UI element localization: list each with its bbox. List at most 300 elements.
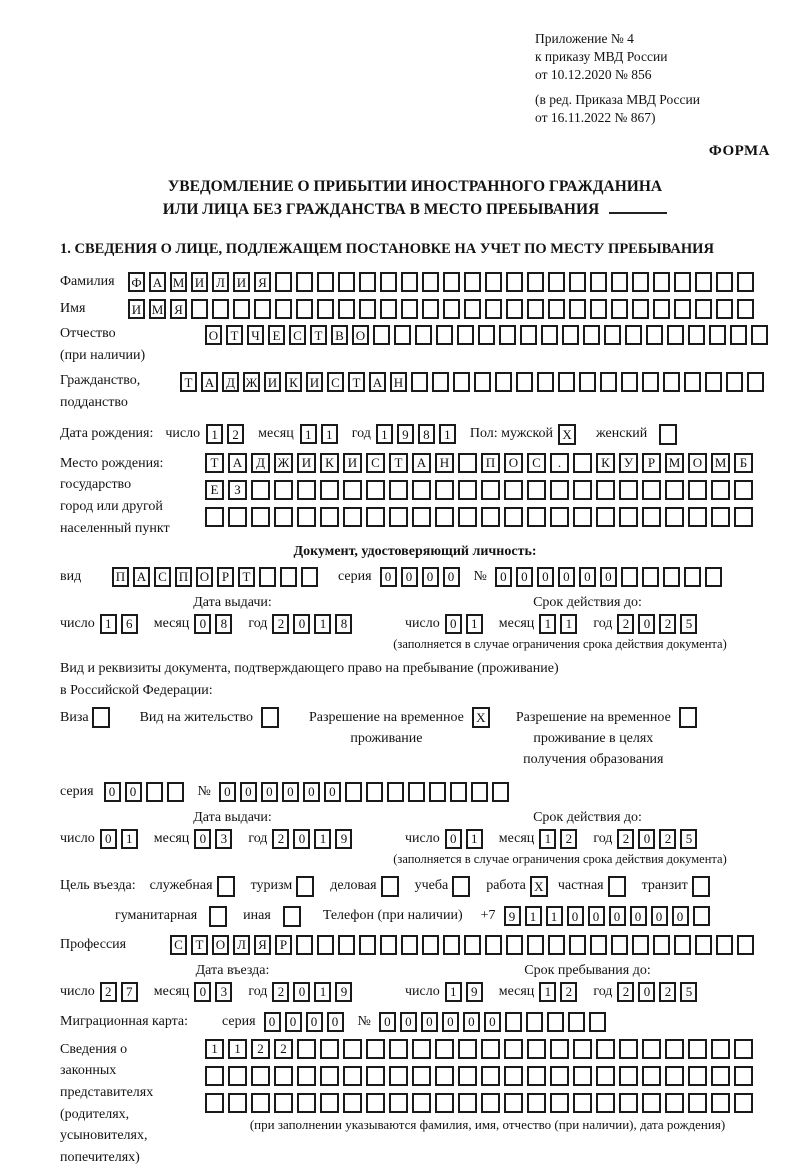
form-cell[interactable] xyxy=(734,1039,753,1059)
form-cell[interactable] xyxy=(573,1039,592,1059)
representatives-line3[interactable] xyxy=(205,1093,770,1113)
purpose-opt-private-checkbox[interactable] xyxy=(608,876,630,897)
form-cell[interactable]: 2 xyxy=(617,614,634,634)
form-cell[interactable]: 0 xyxy=(422,567,439,587)
form-cell[interactable] xyxy=(261,707,279,728)
form-cell[interactable]: А xyxy=(201,372,218,392)
form-cell[interactable]: 0 xyxy=(240,782,257,802)
form-cell[interactable] xyxy=(343,507,362,527)
form-cell[interactable]: 1 xyxy=(314,982,331,1002)
form-cell[interactable] xyxy=(726,372,743,392)
form-cell[interactable] xyxy=(485,935,502,955)
form-cell[interactable] xyxy=(481,1039,500,1059)
form-cell[interactable]: 3 xyxy=(215,982,232,1002)
form-cell[interactable]: Т xyxy=(180,372,197,392)
form-cell[interactable] xyxy=(734,1093,753,1113)
form-cell[interactable]: 0 xyxy=(194,829,211,849)
form-cell[interactable]: Е xyxy=(268,325,285,345)
form-cell[interactable]: О xyxy=(504,453,523,473)
form-cell[interactable]: 2 xyxy=(659,614,676,634)
form-cell[interactable]: Р xyxy=(275,935,292,955)
form-cell[interactable] xyxy=(366,1039,385,1059)
form-cell[interactable]: И xyxy=(264,372,281,392)
form-cell[interactable] xyxy=(228,507,247,527)
purpose-opt-work-checkbox[interactable] xyxy=(530,876,552,897)
form-cell[interactable] xyxy=(274,507,293,527)
form-cell[interactable] xyxy=(422,272,439,292)
form-cell[interactable]: Т xyxy=(348,372,365,392)
form-cell[interactable]: 0 xyxy=(638,614,655,634)
form-cell[interactable]: С xyxy=(366,453,385,473)
form-cell[interactable] xyxy=(359,299,376,319)
form-cell[interactable] xyxy=(504,1039,523,1059)
form-cell[interactable] xyxy=(674,299,691,319)
form-cell[interactable] xyxy=(550,1039,569,1059)
form-cell[interactable] xyxy=(747,372,764,392)
form-cell[interactable] xyxy=(527,935,544,955)
form-cell[interactable] xyxy=(619,507,638,527)
form-cell[interactable] xyxy=(684,372,701,392)
form-cell[interactable] xyxy=(695,299,712,319)
form-cell[interactable]: Л xyxy=(233,935,250,955)
form-cell[interactable] xyxy=(167,782,184,802)
form-cell[interactable] xyxy=(411,372,428,392)
form-cell[interactable] xyxy=(343,1093,362,1113)
form-cell[interactable] xyxy=(505,1012,522,1032)
form-cell[interactable] xyxy=(209,906,227,927)
form-cell[interactable]: 1 xyxy=(121,829,138,849)
form-cell[interactable] xyxy=(464,299,481,319)
birth-place-line1[interactable] xyxy=(205,453,757,473)
form-cell[interactable] xyxy=(527,507,546,527)
form-cell[interactable]: 9 xyxy=(335,982,352,1002)
form-cell[interactable] xyxy=(191,299,208,319)
form-cell[interactable] xyxy=(345,782,362,802)
form-cell[interactable]: 0 xyxy=(293,614,310,634)
form-cell[interactable]: 1 xyxy=(314,829,331,849)
form-cell[interactable] xyxy=(146,782,163,802)
birth-month-boxes[interactable] xyxy=(300,424,342,444)
form-cell[interactable]: Д xyxy=(251,453,270,473)
form-cell[interactable]: 0 xyxy=(379,1012,396,1032)
form-cell[interactable]: 9 xyxy=(397,424,414,444)
form-cell[interactable]: 1 xyxy=(205,1039,224,1059)
form-cell[interactable] xyxy=(590,935,607,955)
form-cell[interactable]: 0 xyxy=(630,906,647,926)
form-cell[interactable] xyxy=(734,507,753,527)
form-cell[interactable] xyxy=(692,876,710,897)
form-cell[interactable] xyxy=(711,507,730,527)
form-cell[interactable] xyxy=(573,1093,592,1113)
form-cell[interactable] xyxy=(642,567,659,587)
form-cell[interactable] xyxy=(550,480,569,500)
form-cell[interactable]: 1 xyxy=(206,424,223,444)
form-cell[interactable] xyxy=(596,1093,615,1113)
form-cell[interactable] xyxy=(297,1066,316,1086)
form-cell[interactable]: Я xyxy=(170,299,187,319)
form-cell[interactable] xyxy=(751,325,768,345)
form-cell[interactable] xyxy=(301,567,318,587)
form-cell[interactable]: 0 xyxy=(495,567,512,587)
form-cell[interactable]: 1 xyxy=(466,829,483,849)
form-cell[interactable] xyxy=(366,1093,385,1113)
visa-checkbox[interactable] xyxy=(92,707,114,728)
form-cell[interactable] xyxy=(205,507,224,527)
form-cell[interactable] xyxy=(485,299,502,319)
form-cell[interactable]: 2 xyxy=(659,829,676,849)
form-cell[interactable] xyxy=(485,272,502,292)
form-cell[interactable] xyxy=(422,299,439,319)
form-cell[interactable] xyxy=(688,1039,707,1059)
form-cell[interactable] xyxy=(458,453,477,473)
form-cell[interactable] xyxy=(642,1066,661,1086)
form-cell[interactable] xyxy=(338,299,355,319)
form-cell[interactable] xyxy=(527,299,544,319)
form-cell[interactable]: 2 xyxy=(560,982,577,1002)
form-cell[interactable]: 1 xyxy=(539,614,556,634)
form-cell[interactable] xyxy=(548,299,565,319)
form-cell[interactable] xyxy=(504,480,523,500)
form-cell[interactable] xyxy=(435,1066,454,1086)
form-cell[interactable]: Ф xyxy=(128,272,145,292)
form-cell[interactable] xyxy=(280,567,297,587)
form-cell[interactable] xyxy=(380,299,397,319)
surname-boxes[interactable] xyxy=(128,272,758,292)
form-cell[interactable] xyxy=(343,480,362,500)
form-cell[interactable]: 0 xyxy=(579,567,596,587)
form-cell[interactable] xyxy=(665,1039,684,1059)
form-cell[interactable]: 1 xyxy=(539,829,556,849)
form-cell[interactable]: 0 xyxy=(401,567,418,587)
form-cell[interactable]: 0 xyxy=(463,1012,480,1032)
form-cell[interactable]: 2 xyxy=(251,1039,270,1059)
entry-year[interactable] xyxy=(272,982,356,1002)
form-cell[interactable]: 0 xyxy=(442,1012,459,1032)
form-cell[interactable]: Т xyxy=(310,325,327,345)
form-cell[interactable] xyxy=(632,272,649,292)
sex-female-checkbox[interactable] xyxy=(659,424,681,445)
form-cell[interactable] xyxy=(679,707,697,728)
form-cell[interactable] xyxy=(415,325,432,345)
form-cell[interactable]: 0 xyxy=(567,906,584,926)
form-cell[interactable] xyxy=(621,567,638,587)
form-cell[interactable] xyxy=(621,372,638,392)
form-cell[interactable]: 1 xyxy=(466,614,483,634)
form-cell[interactable]: 2 xyxy=(659,982,676,1002)
form-cell[interactable]: Т xyxy=(238,567,255,587)
form-cell[interactable] xyxy=(389,1093,408,1113)
form-cell[interactable] xyxy=(296,935,313,955)
birth-day-boxes[interactable] xyxy=(206,424,248,444)
form-cell[interactable] xyxy=(251,1066,270,1086)
purpose-opt-official-checkbox[interactable] xyxy=(217,876,239,897)
form-cell[interactable]: 2 xyxy=(272,614,289,634)
form-cell[interactable]: 0 xyxy=(282,782,299,802)
form-cell[interactable] xyxy=(471,782,488,802)
form-cell[interactable] xyxy=(401,299,418,319)
form-cell[interactable]: 0 xyxy=(588,906,605,926)
temp-permit-checkbox[interactable] xyxy=(472,707,494,728)
form-cell[interactable]: А xyxy=(369,372,386,392)
form-cell[interactable]: 0 xyxy=(484,1012,501,1032)
form-cell[interactable] xyxy=(663,567,680,587)
form-cell[interactable] xyxy=(625,325,642,345)
form-cell[interactable]: Я xyxy=(254,935,271,955)
form-cell[interactable] xyxy=(412,1039,431,1059)
form-cell[interactable] xyxy=(737,299,754,319)
form-cell[interactable] xyxy=(550,507,569,527)
form-cell[interactable] xyxy=(688,1066,707,1086)
form-cell[interactable] xyxy=(283,906,301,927)
form-cell[interactable] xyxy=(320,507,339,527)
form-cell[interactable] xyxy=(495,372,512,392)
form-cell[interactable] xyxy=(205,1066,224,1086)
form-cell[interactable] xyxy=(558,372,575,392)
form-cell[interactable] xyxy=(695,272,712,292)
migration-number-boxes[interactable] xyxy=(379,1012,610,1032)
form-cell[interactable]: Л xyxy=(212,272,229,292)
form-cell[interactable] xyxy=(590,272,607,292)
form-cell[interactable] xyxy=(653,935,670,955)
form-cell[interactable] xyxy=(674,272,691,292)
permit-number-boxes[interactable] xyxy=(219,782,513,802)
doc-issue-year[interactable] xyxy=(272,614,356,634)
form-cell[interactable]: К xyxy=(320,453,339,473)
form-cell[interactable] xyxy=(734,1066,753,1086)
birth-year-boxes[interactable] xyxy=(376,424,460,444)
form-cell[interactable]: А xyxy=(228,453,247,473)
form-cell[interactable]: В xyxy=(331,325,348,345)
form-cell[interactable]: 0 xyxy=(306,1012,323,1032)
form-cell[interactable] xyxy=(547,1012,564,1032)
form-cell[interactable]: 0 xyxy=(445,829,462,849)
form-cell[interactable] xyxy=(589,1012,606,1032)
form-cell[interactable] xyxy=(317,299,334,319)
profession-boxes[interactable] xyxy=(170,935,758,955)
form-cell[interactable]: 0 xyxy=(324,782,341,802)
form-cell[interactable] xyxy=(611,935,628,955)
form-cell[interactable] xyxy=(401,935,418,955)
form-cell[interactable]: 0 xyxy=(672,906,689,926)
form-cell[interactable] xyxy=(695,935,712,955)
representatives-line2[interactable] xyxy=(205,1066,770,1086)
form-cell[interactable] xyxy=(380,935,397,955)
form-cell[interactable] xyxy=(317,935,334,955)
form-cell[interactable]: 0 xyxy=(445,614,462,634)
form-cell[interactable] xyxy=(506,299,523,319)
form-cell[interactable]: 5 xyxy=(680,829,697,849)
form-cell[interactable]: 2 xyxy=(560,829,577,849)
sex-male-checkbox[interactable] xyxy=(558,424,580,445)
form-cell[interactable] xyxy=(590,299,607,319)
form-cell[interactable] xyxy=(737,272,754,292)
form-cell[interactable] xyxy=(412,1093,431,1113)
form-cell[interactable] xyxy=(709,325,726,345)
form-cell[interactable]: О xyxy=(688,453,707,473)
form-cell[interactable] xyxy=(653,272,670,292)
form-cell[interactable]: 7 xyxy=(121,982,138,1002)
form-cell[interactable]: X xyxy=(530,876,548,897)
form-cell[interactable] xyxy=(642,1093,661,1113)
form-cell[interactable] xyxy=(642,1039,661,1059)
form-cell[interactable] xyxy=(619,480,638,500)
form-cell[interactable]: 0 xyxy=(125,782,142,802)
form-cell[interactable] xyxy=(478,325,495,345)
form-cell[interactable]: 1 xyxy=(439,424,456,444)
form-cell[interactable] xyxy=(665,507,684,527)
form-cell[interactable] xyxy=(596,507,615,527)
residence-permit-checkbox[interactable] xyxy=(261,707,283,728)
form-cell[interactable] xyxy=(632,299,649,319)
form-cell[interactable] xyxy=(569,299,586,319)
form-cell[interactable]: Н xyxy=(435,453,454,473)
form-cell[interactable] xyxy=(516,372,533,392)
edu-permit-checkbox[interactable] xyxy=(679,707,701,728)
form-cell[interactable] xyxy=(251,507,270,527)
form-cell[interactable] xyxy=(569,935,586,955)
form-cell[interactable]: 1 xyxy=(539,982,556,1002)
form-cell[interactable] xyxy=(458,1039,477,1059)
form-cell[interactable] xyxy=(296,272,313,292)
form-cell[interactable] xyxy=(504,1093,523,1113)
form-cell[interactable] xyxy=(705,567,722,587)
form-cell[interactable]: Т xyxy=(226,325,243,345)
form-cell[interactable]: 9 xyxy=(504,906,521,926)
form-cell[interactable]: И xyxy=(233,272,250,292)
form-cell[interactable] xyxy=(548,935,565,955)
doc-valid-year[interactable] xyxy=(617,614,701,634)
form-cell[interactable] xyxy=(611,299,628,319)
form-cell[interactable] xyxy=(464,935,481,955)
permit-issue-month[interactable] xyxy=(194,829,236,849)
form-cell[interactable]: Ж xyxy=(243,372,260,392)
stay-until-month[interactable] xyxy=(539,982,581,1002)
form-cell[interactable] xyxy=(320,1066,339,1086)
form-cell[interactable] xyxy=(688,480,707,500)
purpose-opt-business-checkbox[interactable] xyxy=(381,876,403,897)
form-cell[interactable]: И xyxy=(343,453,362,473)
form-cell[interactable] xyxy=(435,507,454,527)
form-cell[interactable] xyxy=(435,1093,454,1113)
form-cell[interactable] xyxy=(642,372,659,392)
form-cell[interactable] xyxy=(562,325,579,345)
form-cell[interactable]: X xyxy=(472,707,490,728)
permit-issue-year[interactable] xyxy=(272,829,356,849)
form-cell[interactable]: 0 xyxy=(380,567,397,587)
form-cell[interactable] xyxy=(274,1093,293,1113)
form-cell[interactable]: 2 xyxy=(274,1039,293,1059)
form-cell[interactable]: 0 xyxy=(443,567,460,587)
form-cell[interactable] xyxy=(688,1093,707,1113)
permit-valid-year[interactable] xyxy=(617,829,701,849)
form-cell[interactable]: 1 xyxy=(228,1039,247,1059)
form-cell[interactable]: Б xyxy=(734,453,753,473)
form-cell[interactable]: 0 xyxy=(600,567,617,587)
form-cell[interactable] xyxy=(435,1039,454,1059)
form-cell[interactable] xyxy=(541,325,558,345)
form-cell[interactable] xyxy=(254,299,271,319)
form-cell[interactable]: 1 xyxy=(560,614,577,634)
form-cell[interactable] xyxy=(366,1066,385,1086)
form-cell[interactable]: И xyxy=(297,453,316,473)
form-cell[interactable]: 0 xyxy=(421,1012,438,1032)
form-cell[interactable] xyxy=(716,935,733,955)
form-cell[interactable] xyxy=(251,480,270,500)
form-cell[interactable]: И xyxy=(128,299,145,319)
form-cell[interactable]: 1 xyxy=(445,982,462,1002)
form-cell[interactable] xyxy=(359,272,376,292)
form-cell[interactable]: 0 xyxy=(327,1012,344,1032)
form-cell[interactable] xyxy=(596,1039,615,1059)
form-cell[interactable] xyxy=(499,325,516,345)
permit-series-boxes[interactable] xyxy=(104,782,188,802)
form-cell[interactable] xyxy=(573,480,592,500)
form-cell[interactable] xyxy=(458,480,477,500)
form-cell[interactable]: М xyxy=(170,272,187,292)
form-cell[interactable] xyxy=(579,372,596,392)
form-cell[interactable] xyxy=(296,299,313,319)
form-cell[interactable] xyxy=(688,507,707,527)
form-cell[interactable]: 2 xyxy=(272,829,289,849)
form-cell[interactable] xyxy=(665,480,684,500)
form-cell[interactable] xyxy=(275,272,292,292)
form-cell[interactable] xyxy=(665,1093,684,1113)
form-cell[interactable] xyxy=(716,272,733,292)
form-cell[interactable]: 0 xyxy=(285,1012,302,1032)
permit-valid-day[interactable] xyxy=(445,829,487,849)
form-cell[interactable] xyxy=(343,1066,362,1086)
stay-until-day[interactable] xyxy=(445,982,487,1002)
form-cell[interactable] xyxy=(619,1093,638,1113)
form-cell[interactable] xyxy=(317,272,334,292)
form-cell[interactable] xyxy=(338,272,355,292)
form-cell[interactable]: 0 xyxy=(194,982,211,1002)
phone-boxes[interactable] xyxy=(504,906,714,926)
form-cell[interactable] xyxy=(705,372,722,392)
form-cell[interactable] xyxy=(506,935,523,955)
form-cell[interactable] xyxy=(389,1039,408,1059)
form-cell[interactable] xyxy=(527,1093,546,1113)
form-cell[interactable]: 8 xyxy=(418,424,435,444)
form-cell[interactable]: 0 xyxy=(638,829,655,849)
form-cell[interactable] xyxy=(716,299,733,319)
doc-number-boxes[interactable] xyxy=(495,567,726,587)
form-cell[interactable] xyxy=(481,1093,500,1113)
form-cell[interactable]: П xyxy=(175,567,192,587)
permit-valid-month[interactable] xyxy=(539,829,581,849)
form-cell[interactable] xyxy=(711,1093,730,1113)
patronymic-boxes[interactable] xyxy=(205,325,772,345)
form-cell[interactable]: С xyxy=(327,372,344,392)
form-cell[interactable] xyxy=(693,906,710,926)
form-cell[interactable] xyxy=(297,1093,316,1113)
form-cell[interactable] xyxy=(596,1066,615,1086)
form-cell[interactable] xyxy=(212,299,229,319)
form-cell[interactable] xyxy=(366,782,383,802)
form-cell[interactable]: А xyxy=(412,453,431,473)
form-cell[interactable] xyxy=(734,480,753,500)
form-cell[interactable] xyxy=(453,372,470,392)
purpose-opt-humanitarian-checkbox[interactable] xyxy=(209,906,231,927)
form-cell[interactable]: 8 xyxy=(215,614,232,634)
form-cell[interactable]: П xyxy=(481,453,500,473)
form-cell[interactable] xyxy=(412,1066,431,1086)
form-cell[interactable] xyxy=(259,567,276,587)
form-cell[interactable]: К xyxy=(285,372,302,392)
form-cell[interactable] xyxy=(338,935,355,955)
form-cell[interactable] xyxy=(389,1066,408,1086)
form-cell[interactable] xyxy=(527,1039,546,1059)
